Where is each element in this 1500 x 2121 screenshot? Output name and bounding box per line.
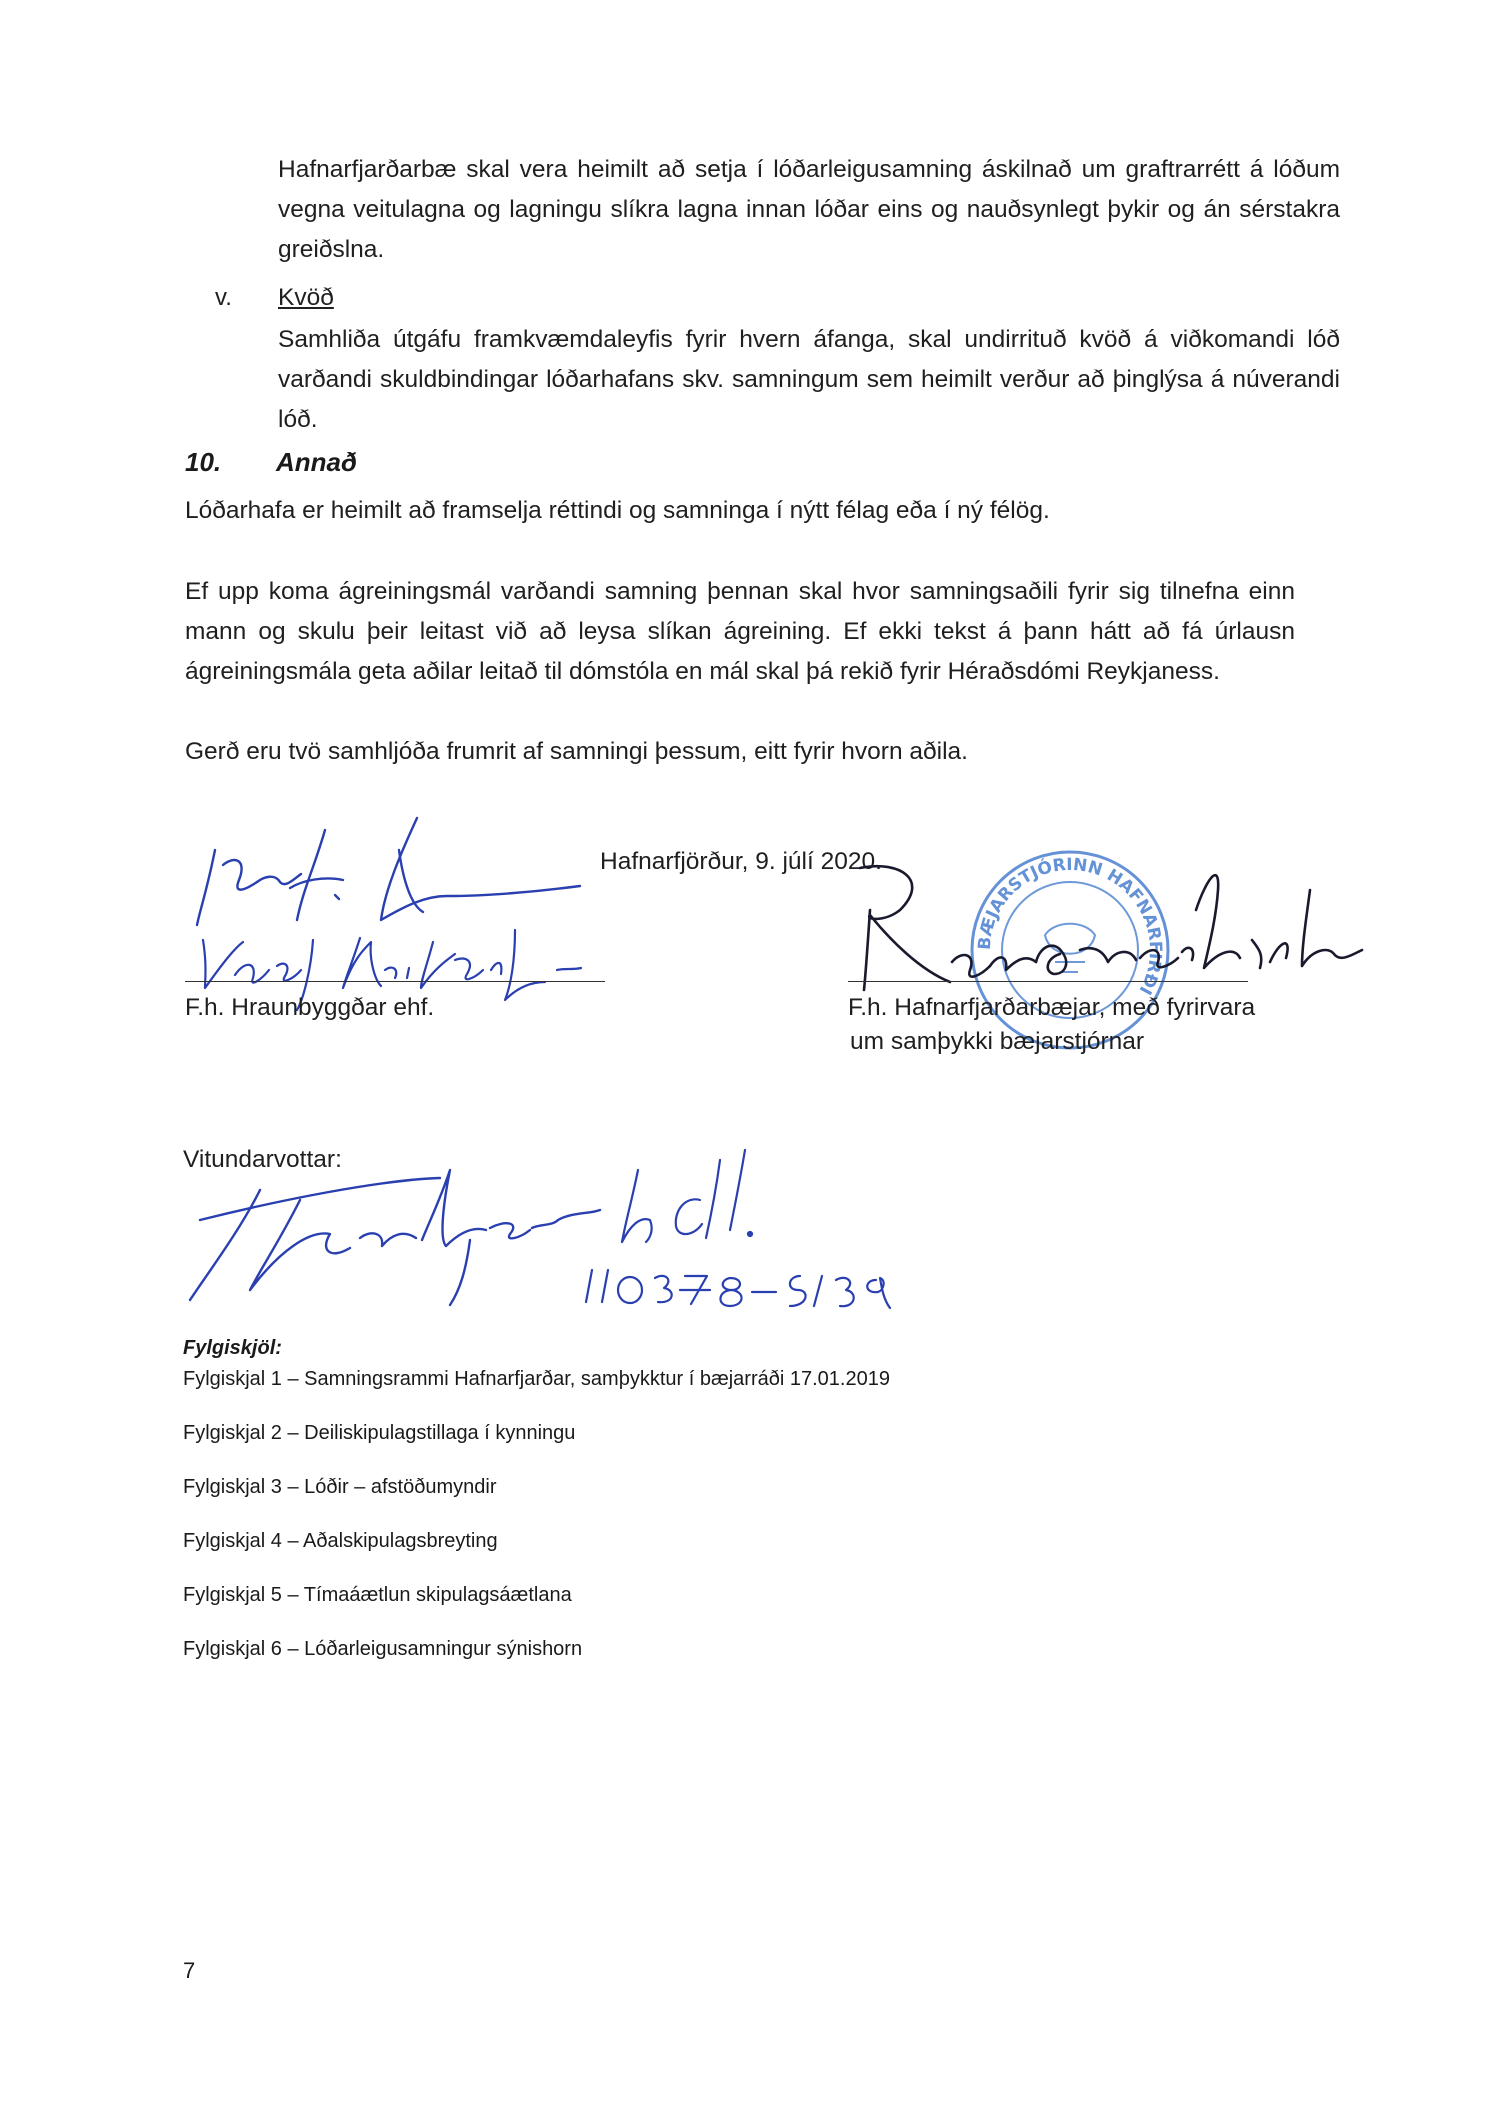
witness-handwritten-id [586,1270,890,1308]
right-party-label-line1: F.h. Hafnarfjarðarbæjar, með fyrirvara [848,994,1256,1021]
item-v-text: Samhliða útgáfu framkvæmdaleyfis fyrir hvern áfanga, skal undirrituð kvöð á viðkomandi lóð varðandi skuldbindingar lóðarhafans skv. samningum sem heimilt verður að þinglýsa á núverandi lóð. [278,326,1340,433]
item-v-title: Kvöð [278,284,334,311]
section9-paragraph: Hafnarfjarðarbæ skal vera heimilt að setja í lóðarleigusamning áskilnað um graftrarrétt á lóðum vegna veitulagna og lagningu slíkra lagna innan lóðar eins og nauðsynlegt þykir og án sérstakra greiðslna. [278,156,1340,263]
signature-line-left [185,981,605,982]
attachment-item: Fylgiskjal 2 – Deiliskipulagstillaga í kynningu [183,1422,576,1444]
section10-number: 10. [185,447,222,477]
stamp-text: BÆJARSTJÓRINN HAFNARFIRÐI [974,854,1166,998]
attachment-item: Fylgiskjal 6 – Lóðarleigusamningur sýnishorn [183,1638,583,1660]
witnesses-label: Vitundarvottar: [183,1146,342,1173]
witness-signature [160,1130,920,1320]
page-number: 7 [183,1958,196,1983]
item-v-numeral: v. [215,284,232,311]
witness-handwritten-title [622,1150,752,1242]
attachment-item: Fylgiskjal 3 – Lóðir – afstöðumyndir [183,1476,497,1498]
right-party-label-line2: um samþykki bæjarstjórnar [850,1028,1145,1055]
section10-paragraph-1: Lóðarhafa er heimilt að framselja réttindi og samninga í nýtt félag eða í ný félög. [185,497,1050,524]
attachment-item: Fylgiskjal 5 – Tímaáætlun skipulagsáætlana [183,1584,572,1606]
section10-paragraph-2: Ef upp koma ágreiningsmál varðandi samning þennan skal hvor samningsaðili fyrir sig tilnefna einn mann og skulu þeir leitast við að leysa slíkan ágreining. Ef ekki tekst á þann hátt að fá úrlausn ágreiningsmála geta aðilar leitað til dómstóla en mál skal þá rekið fyrir Héraðsdómi Reykjaness. [185,578,1295,685]
section10-paragraph-3: Gerð eru tvö samhljóða frumrit af samningi þessum, eitt fyrir hvorn aðila. [185,738,968,765]
place-date: Hafnarfjörður, 9. júlí 2020. [600,848,882,875]
attachments-title: Fylgiskjöl: [183,1337,282,1359]
left-party-label: F.h. Hraunbyggðar ehf. [185,994,435,1021]
section10-title: Annað [276,447,357,477]
signature-line-right [848,981,1248,982]
attachment-item: Fylgiskjal 1 – Samningsrammi Hafnarfjarðar, samþykktur í bæjarráði 17.01.2019 [183,1368,890,1390]
attachment-item: Fylgiskjal 4 – Aðalskipulagsbreyting [183,1530,498,1552]
